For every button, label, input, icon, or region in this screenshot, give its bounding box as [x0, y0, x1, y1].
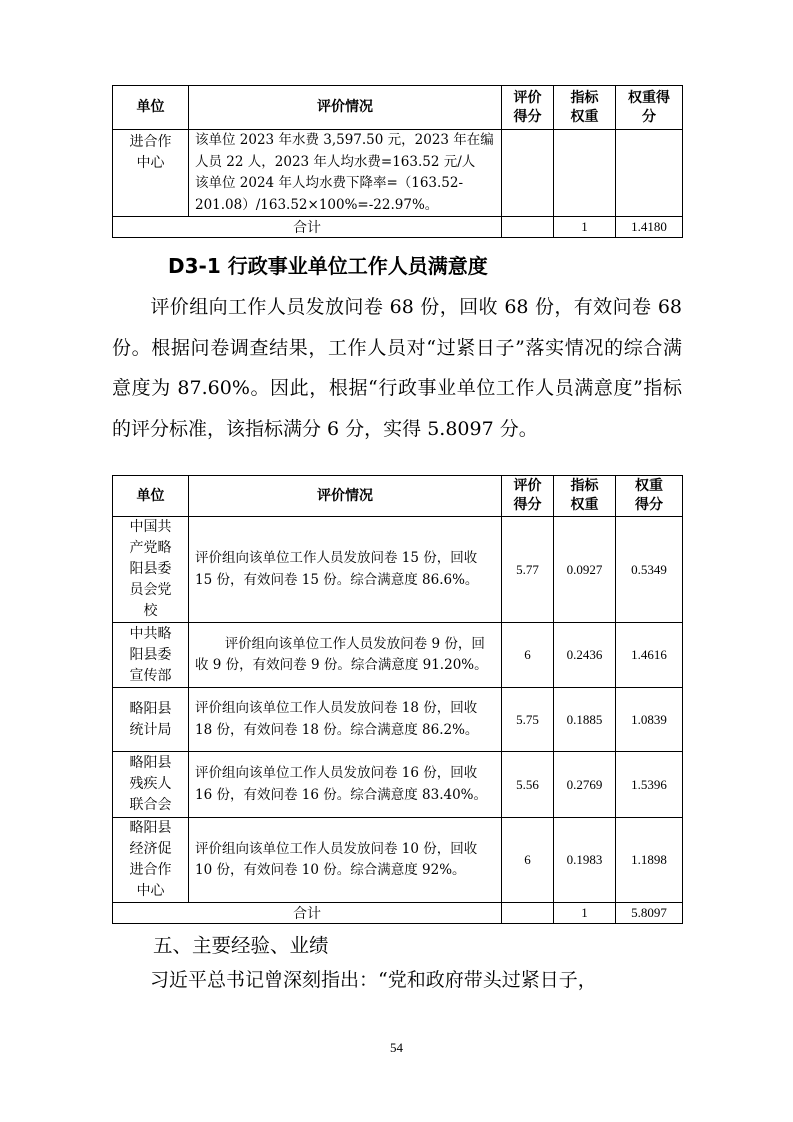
- total-weighted-score: 5.8097: [616, 903, 683, 924]
- total-weight: 1: [554, 903, 616, 924]
- total-label: 合计: [113, 217, 502, 238]
- header-unit: 单位: [113, 476, 189, 517]
- weight-cell: 0.2769: [554, 752, 616, 818]
- desc-cell: 评价组向该单位工作人员发放问卷 18 份，回收 18 份，有效问卷 18 份。综合满意度 86.2%。: [189, 688, 502, 752]
- total-row: [113, 217, 683, 238]
- score-cell: 5.77: [502, 517, 554, 623]
- weighted-score-cell: 1.4616: [616, 623, 683, 688]
- weight-cell: 0.1885: [554, 688, 616, 752]
- section-title-d31: D3-1 行政事业单位工作人员满意度: [168, 254, 488, 278]
- score-cell: 6: [502, 623, 554, 688]
- header-weighted-score: 权重得 分: [616, 86, 683, 130]
- table-row: [113, 818, 683, 903]
- table-row: [113, 130, 683, 217]
- unit-cell: 进合作 中心: [113, 130, 189, 217]
- water-fee-table: [112, 85, 683, 238]
- desc-text: 评价组向该单位工作人员发放问卷 9 份，回收 9 份，有效问卷 9 份。综合满意度 91.20%。: [195, 635, 488, 673]
- desc-cell: 该单位 2023 年水费 3,597.50 元，2023 年在编人员 22 人，2023 年人均水费=163.52 元/人 该单位 2024 年人均水费下降率=（163.52-201.08）/163.52×100%=-22.97%。: [189, 130, 502, 217]
- header-weighted-score: 权重 得分: [616, 476, 683, 517]
- total-label: 合计: [113, 903, 502, 924]
- weight-cell: 0.0927: [554, 517, 616, 623]
- paragraph-text: 评价组向工作人员发放问卷 68 份，回收 68 份，有效问卷 68 份。根据问卷调查结果，工作人员对“过紧日子”落实情况的综合满意度为 87.60%。因此，根据“行政事业单位工作人员满意度”指标的评分标准，该指标满分 6 分，实得 5.8097 分。: [112, 296, 682, 440]
- weighted-score-cell: [616, 130, 683, 217]
- desc-cell: [189, 623, 502, 688]
- total-score: [502, 217, 554, 238]
- weighted-score-cell: 1.5396: [616, 752, 683, 818]
- weight-cell: 0.1983: [554, 818, 616, 903]
- page-number: 54: [390, 1040, 403, 1055]
- unit-cell: 略阳县 统计局: [113, 688, 189, 752]
- score-cell: 6: [502, 818, 554, 903]
- desc-cell: 评价组向该单位工作人员发放问卷 16 份，回收 16 份，有效问卷 16 份。综合满意度 83.40%。: [189, 752, 502, 818]
- header-unit: 单位: [113, 86, 189, 130]
- header-desc: 评价情况: [189, 476, 502, 517]
- unit-cell: 中共略 阳县委 宣传部: [113, 623, 189, 688]
- section-title-5: 五、主要经验、业绩: [153, 934, 329, 957]
- weight-cell: 0.2436: [554, 623, 616, 688]
- header-score: 评价 得分: [502, 86, 554, 130]
- table-row: [113, 517, 683, 623]
- total-row: [113, 903, 683, 924]
- table-row: [113, 752, 683, 818]
- weighted-score-cell: 1.1898: [616, 818, 683, 903]
- weighted-score-cell: 1.0839: [616, 688, 683, 752]
- unit-cell: 略阳县 残疾人 联合会: [113, 752, 189, 818]
- total-weighted-score: 1.4180: [616, 217, 683, 238]
- unit-cell: 中国共 产党略 阳县委 员会党 校: [113, 517, 189, 623]
- weighted-score-cell: 0.5349: [616, 517, 683, 623]
- total-weight: 1: [554, 217, 616, 238]
- table-row: [113, 623, 683, 688]
- weight-cell: [554, 130, 616, 217]
- unit-cell: 略阳县 经济促 进合作 中心: [113, 818, 189, 903]
- total-score: [502, 903, 554, 924]
- table-row: [113, 688, 683, 752]
- score-cell: 5.75: [502, 688, 554, 752]
- desc-cell: 评价组向该单位工作人员发放问卷 15 份，回收 15 份，有效问卷 15 份。综合满意度 86.6%。: [189, 517, 502, 623]
- quote-line: 习近平总书记曾深刻指出：“党和政府带头过紧日子，: [150, 969, 597, 991]
- table-header-row: [113, 86, 683, 130]
- header-weight: 指标 权重: [554, 476, 616, 517]
- table-header-row: [113, 476, 683, 517]
- score-cell: [502, 130, 554, 217]
- score-cell: 5.56: [502, 752, 554, 818]
- desc-cell: 评价组向该单位工作人员发放问卷 10 份，回收 10 份，有效问卷 10 份。综合满意度 92%。: [189, 818, 502, 903]
- header-weight: 指标 权重: [554, 86, 616, 130]
- header-score: 评价 得分: [502, 476, 554, 517]
- header-desc: 评价情况: [189, 86, 502, 130]
- body-paragraph: [112, 287, 682, 449]
- satisfaction-table: [112, 475, 683, 924]
